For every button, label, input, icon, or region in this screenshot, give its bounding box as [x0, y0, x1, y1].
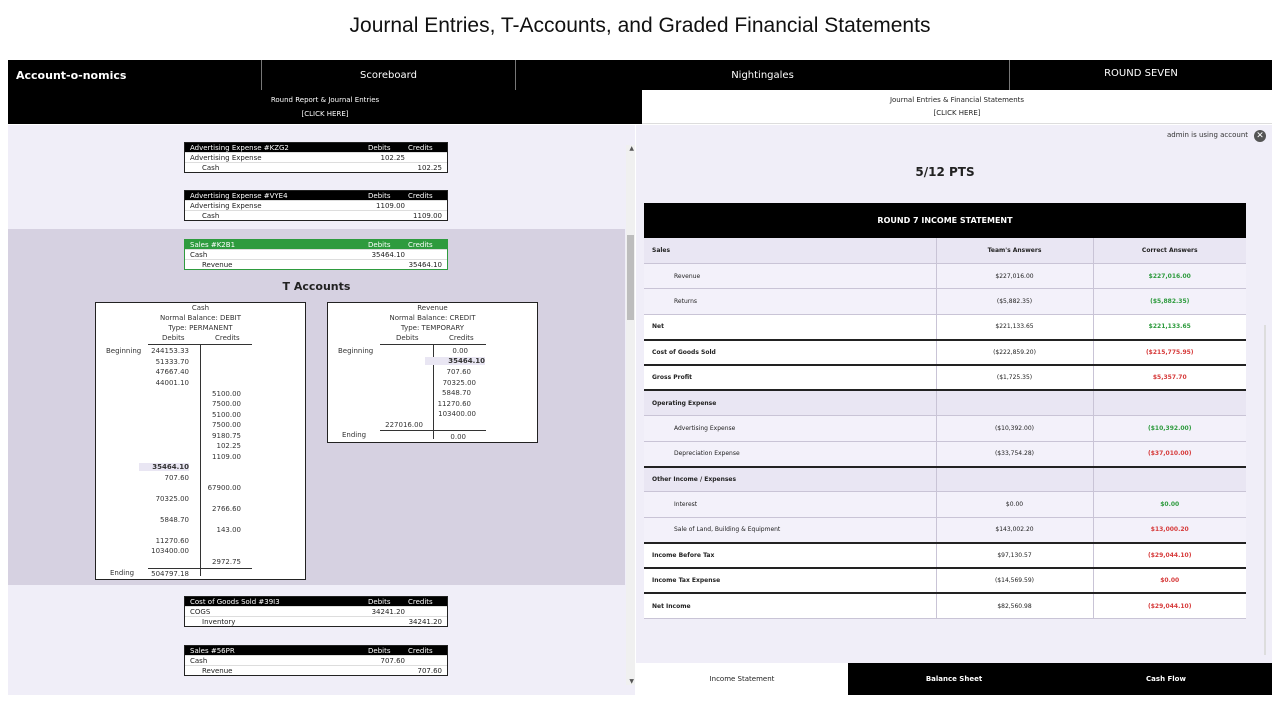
je-title: Cost of Goods Sold #39I3	[190, 597, 280, 606]
tacc-normal: Normal Balance: CREDIT	[389, 314, 476, 322]
correct-answer: ($10,392.00)	[1093, 416, 1246, 441]
tacc-value: 244153.33	[151, 347, 189, 355]
tacc-value: 227016.00	[385, 421, 423, 429]
revenue-taccount	[327, 302, 538, 443]
tacc-value: 51333.70	[155, 358, 189, 366]
table-row	[644, 365, 1246, 390]
tacc-value: 5100.00	[212, 411, 241, 419]
row-label: Cost of Goods Sold	[644, 340, 936, 365]
team-answer: ($222,859.20)	[936, 340, 1093, 365]
team-answer: $82,560.98	[936, 593, 1093, 618]
je-credit-account: Cash	[202, 211, 220, 220]
correct-answer: $13,000.20	[1093, 517, 1246, 542]
je-debit-account: COGS	[190, 607, 211, 616]
correct-answer: ($5,882.35)	[1093, 289, 1246, 314]
scoreboard-link[interactable]: Scoreboard	[262, 60, 516, 90]
tacc-value: 7500.00	[212, 421, 241, 429]
team-answer: ($1,725.35)	[936, 365, 1093, 390]
correct-answer	[1093, 390, 1246, 415]
je-title: Advertising Expense #VYE4	[190, 191, 288, 200]
journal-entry	[184, 645, 448, 676]
tacc-ending-label: Ending	[342, 431, 367, 439]
row-label: Other Income / Expenses	[644, 467, 936, 492]
correct-answer	[1093, 467, 1246, 492]
tacc-value: 5100.00	[212, 390, 241, 398]
team-answer: $227,016.00	[936, 263, 1093, 288]
right-scrollbar[interactable]	[1264, 325, 1266, 655]
row-label: Net	[644, 314, 936, 339]
cash-taccount	[95, 302, 306, 580]
scroll-thumb[interactable]	[627, 235, 634, 320]
income-statement	[644, 203, 1246, 619]
tab-cash-flow[interactable]: Cash Flow	[1060, 663, 1272, 695]
row-label: Gross Profit	[644, 365, 936, 390]
row-label: Sale of Land, Building & Equipment	[644, 517, 936, 542]
table-row	[644, 263, 1246, 288]
column-header: Team's Answers	[936, 238, 1093, 263]
journal-entry	[184, 142, 448, 173]
tacc-value: 143.00	[216, 526, 241, 534]
tab-round-report-link[interactable]: [CLICK HERE]	[301, 110, 349, 118]
je-credit-account: Revenue	[202, 666, 233, 675]
team-answer	[936, 390, 1093, 415]
je-credits-header: Credits	[408, 143, 433, 152]
income-statement-table	[644, 238, 1246, 619]
scroll-down-icon[interactable]: ▼	[629, 678, 634, 685]
tab-income-statement[interactable]: Income Statement	[636, 663, 848, 695]
column-header: Sales	[644, 238, 936, 263]
table-row	[644, 314, 1246, 339]
je-debits-header: Debits	[368, 646, 391, 655]
je-title: Sales #56PR	[190, 646, 235, 655]
row-label: Income Tax Expense	[644, 568, 936, 593]
tacc-value: 707.60	[446, 368, 471, 376]
tacc-value: 70325.00	[155, 495, 189, 503]
tacc-highlight-value: 35464.10	[139, 463, 189, 471]
je-credit-account: Cash	[202, 163, 220, 172]
je-debit-account: Advertising Expense	[190, 201, 262, 210]
je-debits-header: Debits	[368, 240, 391, 249]
je-debit-amount: 1109.00	[376, 201, 405, 210]
row-label: Net Income	[644, 593, 936, 618]
statement-tabs	[636, 663, 1272, 695]
scroll-up-icon[interactable]: ▲	[629, 145, 634, 152]
close-icon[interactable]: ✕	[1254, 130, 1266, 142]
je-credit-account: Revenue	[202, 260, 233, 269]
row-label: Revenue	[644, 263, 936, 288]
je-debits-header: Debits	[368, 143, 391, 152]
correct-answer: ($29,044.10)	[1093, 593, 1246, 618]
table-row	[644, 390, 1246, 415]
team-answer: ($33,754.28)	[936, 441, 1093, 466]
je-debit-amount: 34241.20	[371, 607, 405, 616]
left-scrollbar[interactable]	[626, 145, 635, 685]
tacc-beginning-label: Beginning	[338, 347, 374, 355]
tacc-normal: Normal Balance: DEBIT	[159, 314, 241, 322]
je-credit-account: Inventory	[202, 617, 236, 626]
je-credit-amount: 707.60	[417, 666, 442, 675]
tacc-ending-value: 0.00	[450, 433, 466, 441]
tacc-value: 2766.60	[212, 505, 241, 513]
admin-note: admin is using account	[1167, 131, 1248, 139]
tacc-beginning-label: Beginning	[106, 347, 142, 355]
slide-title: Journal Entries, T-Accounts, and Graded Financial Statements	[349, 14, 931, 37]
je-debit-account: Cash	[190, 656, 208, 665]
sub-tabs	[8, 90, 1272, 124]
je-debits-header: Debits	[368, 191, 391, 200]
table-row	[644, 289, 1246, 314]
row-label: Advertising Expense	[644, 416, 936, 441]
team-answer: $0.00	[936, 492, 1093, 517]
table-row	[644, 467, 1246, 492]
je-debit-amount: 35464.10	[371, 250, 405, 259]
table-row	[644, 416, 1246, 441]
journal-entry	[184, 596, 448, 627]
tacc-value: 70325.00	[442, 379, 476, 387]
table-row	[644, 492, 1246, 517]
column-header: Correct Answers	[1093, 238, 1246, 263]
tab-balance-sheet[interactable]: Balance Sheet	[848, 663, 1060, 695]
tacc-value: 47667.40	[155, 368, 189, 376]
tacc-name: Revenue	[417, 304, 448, 312]
tacc-value: 103400.00	[438, 410, 476, 418]
je-credit-amount: 1109.00	[413, 211, 442, 220]
correct-answer: $0.00	[1093, 492, 1246, 517]
tacc-name: Cash	[191, 304, 210, 312]
je-title: Advertising Expense #KZG2	[190, 143, 289, 152]
team-answer: ($10,392.00)	[936, 416, 1093, 441]
tacc-value: 2972.75	[212, 558, 241, 566]
tacc-debits-label: Debits	[162, 334, 185, 342]
team-answer: $221,133.65	[936, 314, 1093, 339]
je-credit-amount: 34241.20	[408, 617, 442, 626]
tacc-highlight-value: 35464.10	[425, 357, 485, 365]
correct-answer: ($29,044.10)	[1093, 543, 1246, 568]
row-label: Returns	[644, 289, 936, 314]
je-debit-account: Advertising Expense	[190, 153, 262, 162]
je-credits-header: Credits	[408, 191, 433, 200]
je-credits-header: Credits	[408, 597, 433, 606]
tab-round-report[interactable]	[8, 90, 642, 124]
table-row	[644, 593, 1246, 618]
tacc-value: 5848.70	[160, 516, 189, 524]
team-answer: $143,002.20	[936, 517, 1093, 542]
points-score: 5/12 PTS	[915, 165, 975, 179]
tacc-value: 11270.60	[437, 400, 471, 408]
tacc-credits-label: Credits	[449, 334, 474, 342]
je-title: Sales #K2B1	[190, 240, 236, 249]
correct-answer: $5,357.70	[1093, 365, 1246, 390]
team-answer: ($5,882.35)	[936, 289, 1093, 314]
correct-answer: ($37,010.00)	[1093, 441, 1246, 466]
je-debit-account: Cash	[190, 250, 208, 259]
tab-financial-statements-title: Journal Entries & Financial Statements	[889, 95, 1025, 104]
correct-answer: $221,133.65	[1093, 314, 1246, 339]
tacc-type: Type: PERMANENT	[168, 324, 233, 332]
team-answer: $97,130.57	[936, 543, 1093, 568]
tacc-debits-label: Debits	[396, 334, 419, 342]
top-navbar	[8, 60, 1272, 90]
row-label: Income Before Tax	[644, 543, 936, 568]
correct-answer: ($215,775.95)	[1093, 340, 1246, 365]
je-credits-header: Credits	[408, 646, 433, 655]
tacc-value: 1109.00	[212, 453, 241, 461]
table-row	[644, 568, 1246, 593]
tacc-value: 103400.00	[151, 547, 189, 555]
je-debits-header: Debits	[368, 597, 391, 606]
team-answer	[936, 467, 1093, 492]
team-name: Nightingales	[516, 60, 1010, 90]
tacc-value: 11270.60	[155, 537, 189, 545]
table-row	[644, 340, 1246, 365]
row-label: Depreciation Expense	[644, 441, 936, 466]
tab-round-report-title: Round Report & Journal Entries	[270, 96, 380, 104]
correct-answer: $227,016.00	[1093, 263, 1246, 288]
statements-pane	[636, 125, 1272, 695]
tacc-value: 7500.00	[212, 400, 241, 408]
row-label: Interest	[644, 492, 936, 517]
tacc-value: 44001.10	[155, 379, 189, 387]
table-row	[644, 517, 1246, 542]
row-label: Operating Expense	[644, 390, 936, 415]
journal-entry	[184, 190, 448, 221]
income-statement-title: ROUND 7 INCOME STATEMENT	[644, 203, 1246, 238]
tacc-value: 9180.75	[212, 432, 241, 440]
je-debit-amount: 102.25	[380, 153, 405, 162]
tacc-value: 707.60	[164, 474, 189, 482]
round-label: ROUND SEVEN	[1104, 67, 1178, 79]
tab-financial-statements[interactable]	[642, 90, 1272, 124]
je-debit-amount: 707.60	[380, 656, 405, 665]
table-row	[644, 441, 1246, 466]
je-credit-amount: 35464.10	[408, 260, 442, 269]
tacc-ending-label: Ending	[110, 569, 135, 577]
tacc-ending-value: 504797.18	[151, 570, 189, 578]
tacc-value: 5848.70	[442, 389, 471, 397]
team-answer: ($14,569.59)	[936, 568, 1093, 593]
brand-logo[interactable]: Account-o-nomics	[8, 60, 262, 90]
journal-entry-selected[interactable]	[184, 239, 448, 270]
tacc-credits-label: Credits	[215, 334, 240, 342]
journal-pane	[8, 125, 635, 695]
je-credits-header: Credits	[408, 240, 433, 249]
correct-answer: $0.00	[1093, 568, 1246, 593]
tacc-type: Type: TEMPORARY	[400, 324, 465, 332]
taccounts-title: T Accounts	[282, 280, 351, 293]
tacc-value: 0.00	[452, 347, 468, 355]
tacc-value: 67900.00	[207, 484, 241, 492]
table-row	[644, 543, 1246, 568]
tacc-value: 102.25	[216, 442, 241, 450]
je-credit-amount: 102.25	[417, 163, 442, 172]
tab-financial-statements-link[interactable]: [CLICK HERE]	[933, 109, 981, 118]
